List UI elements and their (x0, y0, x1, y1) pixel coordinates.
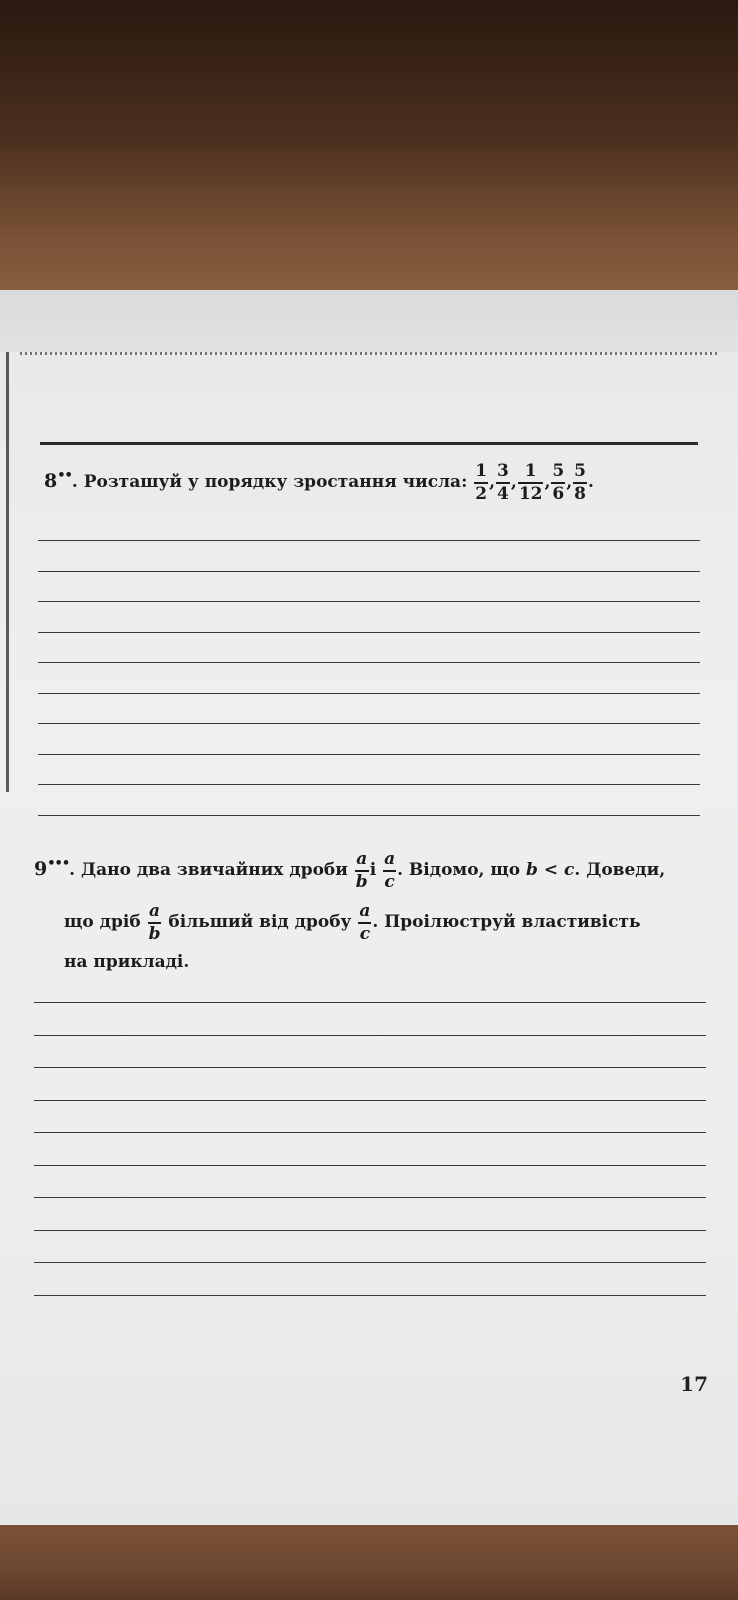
fraction-denominator: b (355, 871, 368, 892)
answer-line (34, 1002, 706, 1003)
fraction-5-6 (551, 462, 565, 503)
task-9-difficulty-mark: ••• (47, 856, 70, 872)
fraction-a-over-c (383, 850, 396, 891)
fraction-numerator: 5 (552, 461, 565, 481)
previous-page-edge (0, 290, 738, 360)
task-8-number: 8 (44, 470, 58, 493)
answer-line (38, 571, 700, 572)
answer-line (38, 754, 700, 755)
task-9-number: 9 (34, 858, 48, 881)
fraction-denominator: b (148, 923, 161, 944)
task-9-conjunction: і (369, 860, 377, 881)
page-number: 17 (680, 1372, 708, 1396)
task-8-fractions (473, 461, 594, 504)
fraction-1-2 (474, 462, 488, 503)
table-surface-bottom (0, 1525, 738, 1600)
answer-line (34, 1165, 706, 1166)
task-9-text-1a: . Дано два звичайних дроби (69, 860, 348, 881)
top-divider-rule (40, 442, 698, 445)
task-9-text-1c: . Доведи, (574, 860, 666, 881)
fraction-separator: , (544, 472, 551, 493)
fraction-1-12 (518, 462, 544, 503)
fraction-denominator: c (384, 871, 395, 892)
task-9-text-2c: . Проілюструй властивість (372, 912, 641, 933)
fraction-numerator: 5 (574, 461, 587, 481)
task-9-text-3: на прикладі. (64, 952, 190, 972)
task-9-line-1 (34, 850, 665, 891)
fraction-a-over-c (358, 902, 371, 943)
answer-line (34, 1262, 706, 1263)
fraction-numerator: a (149, 901, 161, 921)
fraction-a-over-b (355, 850, 369, 891)
fraction-a-over-b (148, 902, 162, 943)
answer-line (34, 1230, 706, 1231)
condition-b: b (526, 860, 538, 881)
answer-line (38, 540, 700, 541)
fraction-separator: , (489, 472, 496, 493)
fraction-numerator: a (359, 901, 371, 921)
condition-less-than: < (537, 860, 565, 881)
answer-line (38, 693, 700, 694)
task-9-text-2b: більший від дробу (168, 912, 352, 933)
fraction-numerator: a (384, 849, 396, 869)
task-8-text: . Розташуй у порядку зростання числа: (71, 472, 468, 493)
fraction-denominator: 2 (475, 483, 488, 504)
fraction-denominator: 4 (497, 483, 509, 504)
fraction-5-8 (573, 462, 587, 503)
task-9-text-1b: . Відомо, що (397, 860, 521, 881)
answer-line (34, 1295, 706, 1296)
fraction-numerator: 1 (475, 461, 488, 481)
fraction-denominator: 6 (552, 483, 565, 504)
task-8-statement (44, 462, 594, 503)
answer-line (34, 1067, 706, 1068)
answer-line (38, 815, 700, 816)
fraction-denominator: c (359, 923, 371, 944)
fraction-separator: , (510, 472, 517, 493)
answer-line (34, 1035, 706, 1036)
fraction-denominator: 8 (574, 483, 587, 504)
task-9-text-2a: що дріб (64, 912, 141, 933)
page-binding-edge (6, 352, 9, 792)
answer-line (34, 1100, 706, 1101)
fraction-denominator: 12 (518, 483, 543, 504)
fraction-separator: , (566, 472, 573, 493)
answer-line (38, 723, 700, 724)
fraction-separator: . (588, 472, 594, 493)
task-9-line-3 (64, 952, 189, 972)
task-9-line-2 (64, 902, 641, 943)
fraction-numerator: 3 (497, 461, 509, 481)
answer-line (38, 662, 700, 663)
answer-line (38, 632, 700, 633)
answer-line (38, 784, 700, 785)
table-surface-top (0, 0, 738, 300)
fraction-numerator: 1 (524, 461, 537, 481)
answer-line (38, 601, 700, 602)
page-perforation (20, 352, 720, 355)
task-8-difficulty-mark: •• (57, 468, 72, 484)
answer-line (34, 1197, 706, 1198)
answer-line (34, 1132, 706, 1133)
fraction-numerator: a (356, 849, 368, 869)
fraction-3-4 (496, 462, 510, 503)
condition-c: c (564, 860, 575, 881)
